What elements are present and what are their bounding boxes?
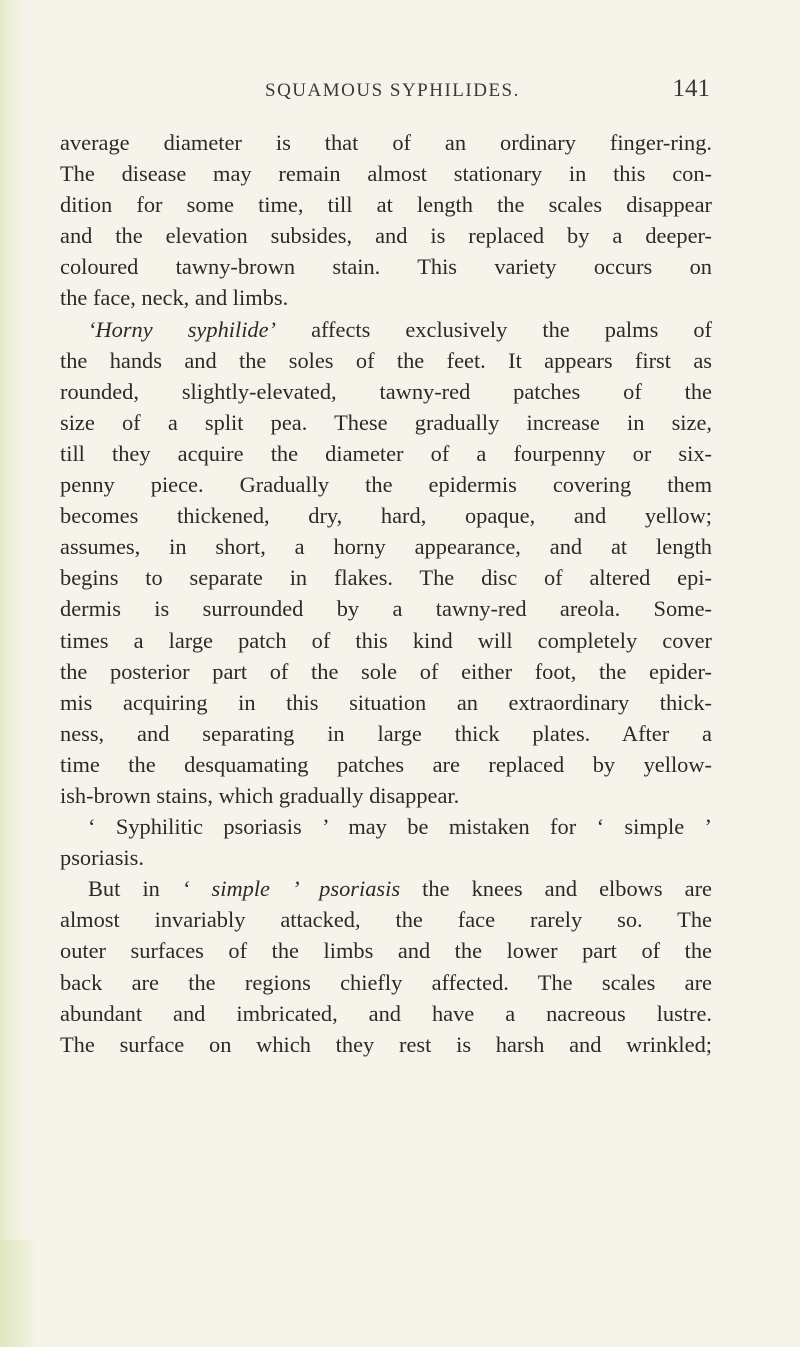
text-line: the posterior part of the sole of either foot, the epider-	[60, 658, 712, 684]
running-head: SQUAMOUS SYPHILIDES.	[265, 80, 520, 101]
text-line: penny piece. Gradually the epidermis covering them	[60, 472, 712, 498]
text-line: mis acquiring in this situation an extraordinary thick-	[60, 689, 712, 715]
text-line: ‘ Syphilitic psoriasis ’ may be mistaken for ‘ simple ’	[88, 814, 712, 840]
text-line: ness, and separating in large thick plates. After a	[60, 720, 712, 746]
text-line: The surface on which they rest is harsh and wrinkled;	[60, 1031, 712, 1057]
text-line	[60, 314, 712, 345]
text-line: size of a split pea. These gradually increase in size,	[60, 409, 712, 435]
text-line: time the desquamating patches are replaced by yellow-	[60, 751, 712, 777]
text-line	[60, 873, 712, 904]
body-text	[60, 127, 712, 1060]
text-run: the knees and elbows are	[400, 876, 712, 902]
italic-term-horny-syphilide: ‘Horny syphilide’	[88, 316, 277, 342]
text-run: affects exclusively the palms of	[276, 316, 712, 342]
text-run: But in	[88, 876, 182, 902]
text-line: psoriasis.	[60, 845, 144, 871]
text-line: average diameter is that of an ordinary finger-ring.	[60, 130, 712, 155]
text-line: assumes, in short, a horny appearance, and at length	[60, 534, 712, 560]
text-line: back are the regions chiefly affected. The scales are	[60, 969, 712, 995]
text-line: ish-brown stains, which gradually disappear.	[60, 782, 460, 808]
text-line: The disease may remain almost stationary in this con-	[60, 161, 712, 187]
text-line: dermis is surrounded by a tawny-red areola. Some-	[60, 596, 712, 622]
page-number: 141	[672, 75, 710, 102]
italic-term-simple-psoriasis: ‘ simple ’ psoriasis	[181, 876, 401, 902]
text-line: becomes thickened, dry, hard, opaque, and yellow;	[60, 503, 712, 529]
page-header	[60, 75, 710, 112]
text-line: begins to separate in flakes. The disc of altered epi-	[60, 565, 712, 591]
text-line: and the elevation subsides, and is replaced by a deeper-	[60, 223, 712, 249]
text-line: outer surfaces of the limbs and the lower part of the	[60, 938, 712, 964]
text-line: almost invariably attacked, the face rarely so. The	[60, 907, 712, 933]
text-line: times a large patch of this kind will completely cover	[60, 627, 712, 653]
text-line: coloured tawny-brown stain. This variety occurs on	[60, 254, 712, 280]
text-line: the face, neck, and limbs.	[60, 285, 289, 311]
text-line: rounded, slightly-elevated, tawny-red patches of the	[60, 378, 712, 404]
text-line: till they acquire the diameter of a fourpenny or six-	[60, 440, 712, 466]
text-line: the hands and the soles of the feet. It appears first as	[60, 347, 712, 373]
page-edge-discoloration	[0, 1240, 40, 1347]
text-line: abundant and imbricated, and have a nacreous lustre.	[60, 1000, 712, 1026]
text-line: dition for some time, till at length the scales disappear	[60, 192, 712, 218]
page-binding-edge	[0, 0, 26, 1347]
